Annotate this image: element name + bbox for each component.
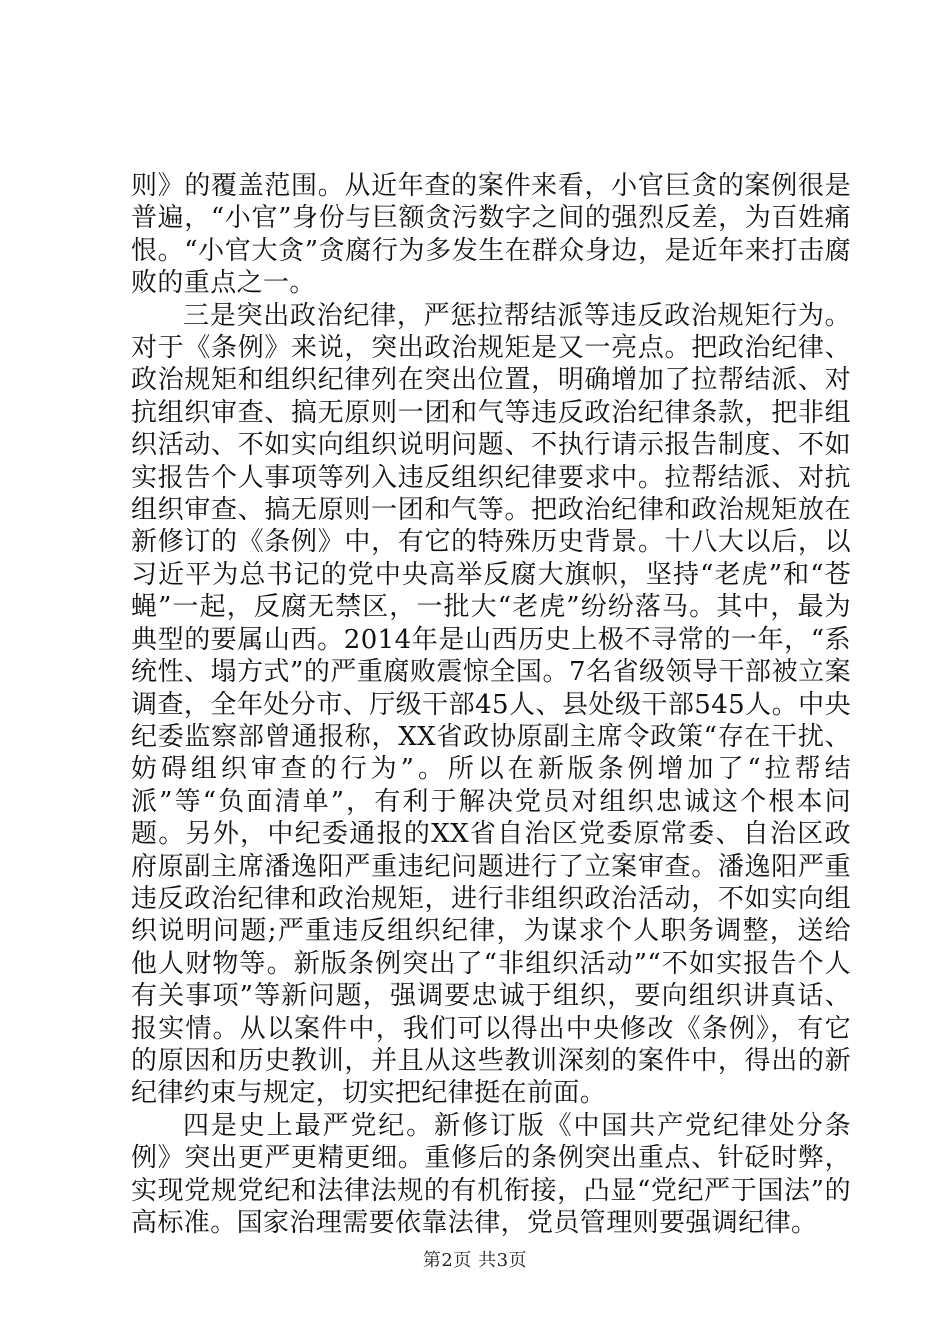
paragraph-1: 则》的覆盖范围。从近年查的案件来看，小官巨贪的案例很是普遍，“小官”身份与巨额贪污数字之间的强烈反差，为百姓痛恨。“小官大贪”贪腐行为多发生在群众身边，是近年来打击腐败的重点之一。 (131, 171, 851, 299)
paragraph-3: 四是史上最严党纪。新修订版《中国共产党纪律处分条例》突出更严更精更细。重修后的条例突出重点、针砭时弊，实现党规党纪和法律法规的有机衔接，凸显“党纪严于国法”的高标准。国家治理需要依靠法律，党员管理则要强调纪律。 (131, 1110, 851, 1238)
paragraph-2: 三是突出政治纪律，严惩拉帮结派等违反政治规矩行为。对于《条例》来说，突出政治规矩是又一亮点。把政治纪律、政治规矩和组织纪律列在突出位置，明确增加了拉帮结派、对抗组织审查、搞无原则一团和气等违反政治纪律条款，把非组织活动、不如实向组织说明问题、不执行请示报告制度、不如实报告个人事项等列入违反组织纪律要求中。拉帮结派、对抗组织审查、搞无原则一团和气等。把政治纪律和政治规矩放在新修订的《条例》中，有它的特殊历史背景。十八大以后，以习近平为总书记的党中央高举反腐大旗帜，坚持“老虎”和“苍蝇”一起，反腐无禁区，一批大“老虎”纷纷落马。其中，最为典型的要属山西。2014年是山西历史上极不寻常的一年，“系统性、塌方式”的严重腐败震惊全国。7名省级领导干部被立案调查，全年处分市、厅级干部45人、县处级干部545人。中央纪委监察部曾通报称，XX省政协原副主席令政策“存在干扰、妨碍组织审查的行为”。所以在新版条例增加了“拉帮结派”等“负面清单”，有利于解决党员对组织忠诚这个根本问题。另外，中纪委通报的XX省自治区党委原常委、自治区政府原副主席潘逸阳严重违纪问题进行了立案审查。潘逸阳严重违反政治纪律和政治规矩，进行非组织政治活动，不如实向组织说明问题;严重违反组织纪律，为谋求个人职务调整，送给他人财物等。新版条例突出了“非组织活动”“不如实报告个人有关事项”等新问题，强调要忠诚于组织，要向组织讲真话、报实情。从以案件中，我们可以得出中央修改《条例》，有它的原因和历史教训，并且从这些教训深刻的案件中，得出的新纪律约束与规定，切实把纪律挺在前面。 (131, 300, 851, 1109)
page-footer: 第2页 共3页 (422, 1250, 528, 1271)
document-body (131, 170, 851, 1239)
